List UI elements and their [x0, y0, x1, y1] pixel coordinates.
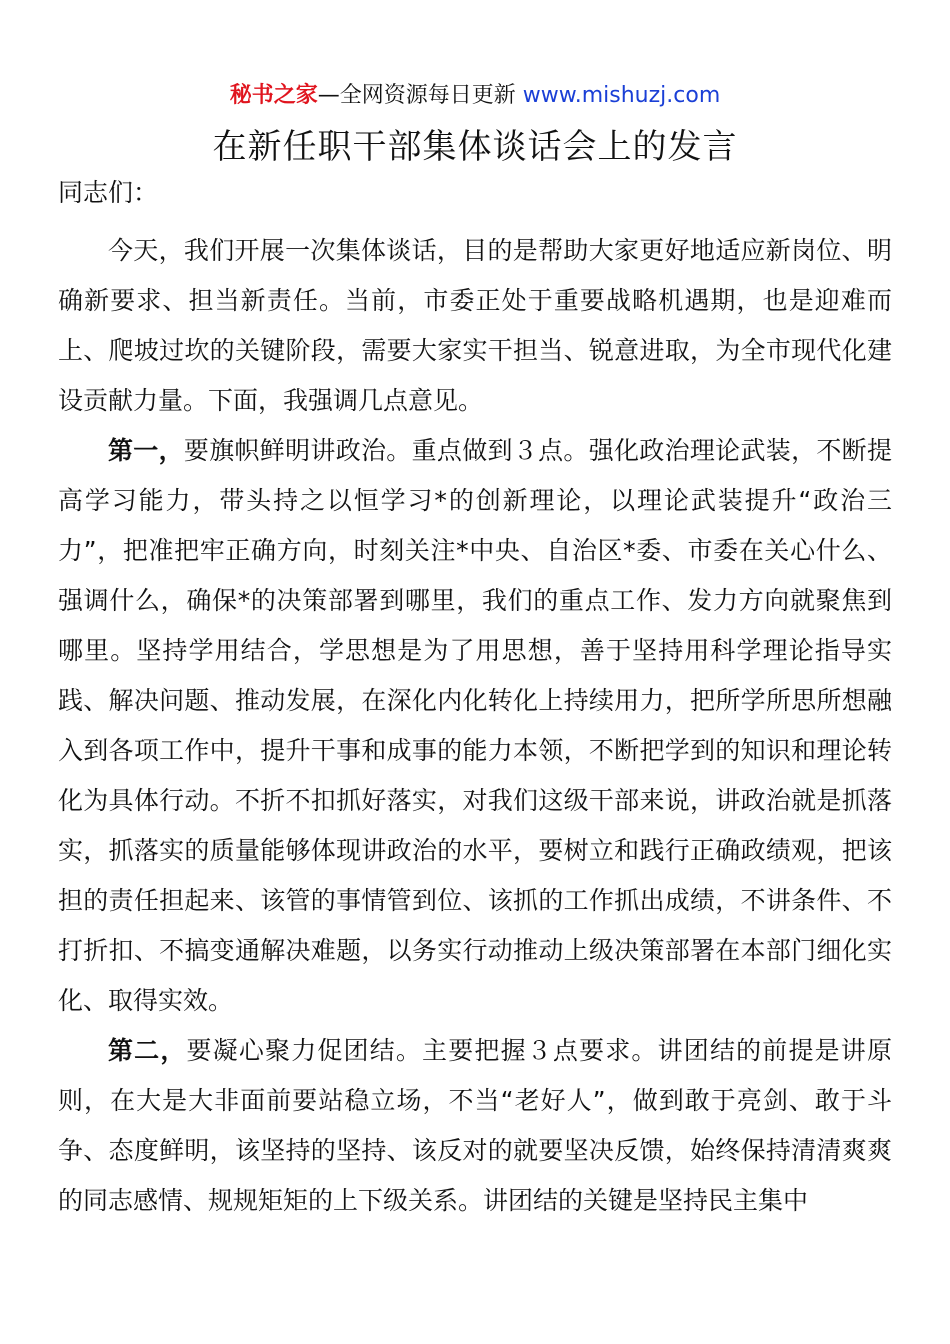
site-url[interactable]: www.mishuzj.com — [522, 83, 721, 108]
document-body — [58, 226, 892, 1226]
greeting: 同志们： — [58, 178, 159, 207]
intro-paragraph: 今天，我们开展一次集体谈话，目的是帮助大家更好地适应新岗位、明确新要求、担当新责任。当前，市委正处于重要战略机遇期，也是迎难而上、爬坡过坎的关键阶段，需要大家实干担当、锐意进取，为全市现代化建设贡献力量。下面，我强调几点意见。 — [58, 236, 892, 415]
point-two-text: 要凝心聚力促团结。主要把握３点要求。讲团结的前提是讲原则，在大是大非面前要站稳立场，不当“老好人”，做到敢于亮剑、敢于斗争、态度鲜明，该坚持的坚持、该反对的就要坚决反馈，始终保持清清爽爽的同志感情、规规矩矩的上下级关系。讲团结的关键是坚持民主集中 — [58, 1036, 892, 1215]
header-tagline: —全网资源每日更新 — [317, 83, 516, 108]
point-two-paragraph — [58, 1026, 892, 1226]
point-one-paragraph — [58, 426, 892, 1026]
site-header — [0, 80, 950, 112]
point-one-lead: 第一， — [108, 436, 184, 465]
point-two-lead: 第二， — [108, 1036, 187, 1065]
point-one-text: 要旗帜鲜明讲政治。重点做到３点。强化政治理论武装，不断提高学习能力，带头持之以恒学习*的创新理论，以理论武装提升“政治三力”，把准把牢正确方向，时刻关注*中央、自治区*委、市委在关心什么、强调什么，确保*的决策部署到哪里，我们的重点工作、发力方向就聚焦到哪里。坚持学用结合，学思想是为了用思想，善于坚持用科学理论指导实践、解决问题、推动发展，在深化内化转化上持续用力，把所学所思所想融入到各项工作中，提升干事和成事的能力本领，不断把学到的知识和理论转化为具体行动。不折不扣抓好落实，对我们这级干部来说，讲政治就是抓落实，抓落实的质量能够体现讲政治的水平，要树立和践行正确政绩观，把该担的责任担起来、该管的事情管到位、该抓的工作抓出成绩，不讲条件、不打折扣、不搞变通解决难题，以务实行动推动上级决策部署在本部门细化实化、取得实效。 — [58, 436, 892, 1015]
brand-name: 秘书之家 — [229, 83, 318, 108]
document-title: 在新任职干部集体谈话会上的发言 — [212, 127, 738, 167]
